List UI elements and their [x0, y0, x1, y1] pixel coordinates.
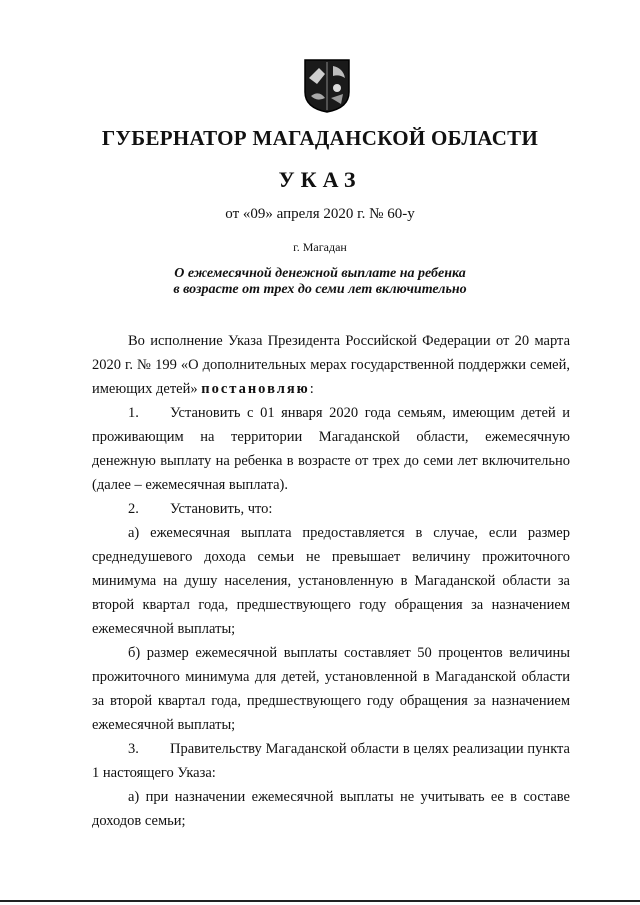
item-3a-paragraph: а) при назначении ежемесячной выплаты не учитывать ее в составе доходов семьи; [92, 789, 570, 829]
item-3-text: Правительству Магаданской области в целях реализации пункта 1 настоящего Указа: [92, 741, 570, 781]
item-2-paragraph [92, 497, 570, 521]
item-3-paragraph [92, 737, 570, 785]
document-title: ГУБЕРНАТОР МАГАДАНСКОЙ ОБЛАСТИ [101, 126, 539, 150]
document-city: г. Магадан [293, 240, 347, 254]
document-body [92, 329, 570, 833]
item-2a-paragraph: а) ежемесячная выплата предоставляется в случае, если размер среднедушевого дохода семьи не превышает величину прожиточного минимума на душу населения, установленную в Магаданской области за второй квартал года, предшествующего году обращения за назначением ежемесячной выплаты; [92, 525, 570, 637]
item-2-number: 2. [128, 501, 139, 517]
item-1-number: 1. [128, 405, 139, 421]
item-1-text: Установить с 01 января 2020 года семьям, имеющим детей и проживающим на территории Магаданской области, ежемесячную денежную выплату на ребенка в возрасте от трех до семи лет включительно (далее – ежемесячная выплата). [92, 405, 570, 493]
preamble-keyword: постановляю [201, 381, 310, 397]
subject-line-2: в возрасте от трех до семи лет включительно [173, 282, 467, 297]
item-1-paragraph [92, 401, 570, 497]
document-date-number: от «09» апреля 2020 г. № 60-у [225, 206, 415, 222]
item-2-text: Установить, что: [170, 501, 273, 517]
preamble-text: Во исполнение Указа Президента Российской Федерации от 20 марта 2020 г. № 199 «О дополнительных мерах государственной поддержки семей, имеющих детей» [92, 333, 570, 397]
magadan-coat-of-arms-icon [303, 58, 351, 114]
preamble-end: : [309, 381, 314, 397]
document-subject [0, 266, 640, 298]
preamble-paragraph [92, 329, 570, 401]
document-type: УКАЗ [278, 167, 362, 192]
item-3-number: 3. [128, 741, 139, 757]
page-bottom-edge [0, 900, 640, 902]
subject-line-1: О ежемесячной денежной выплате на ребенка [174, 266, 466, 281]
item-2b-paragraph: б) размер ежемесячной выплаты составляет 50 процентов величины прожиточного минимума для детей, установленной в Магаданской области за второй квартал года, предшествующего году обращения за назначением ежемесячной выплаты; [92, 645, 570, 733]
